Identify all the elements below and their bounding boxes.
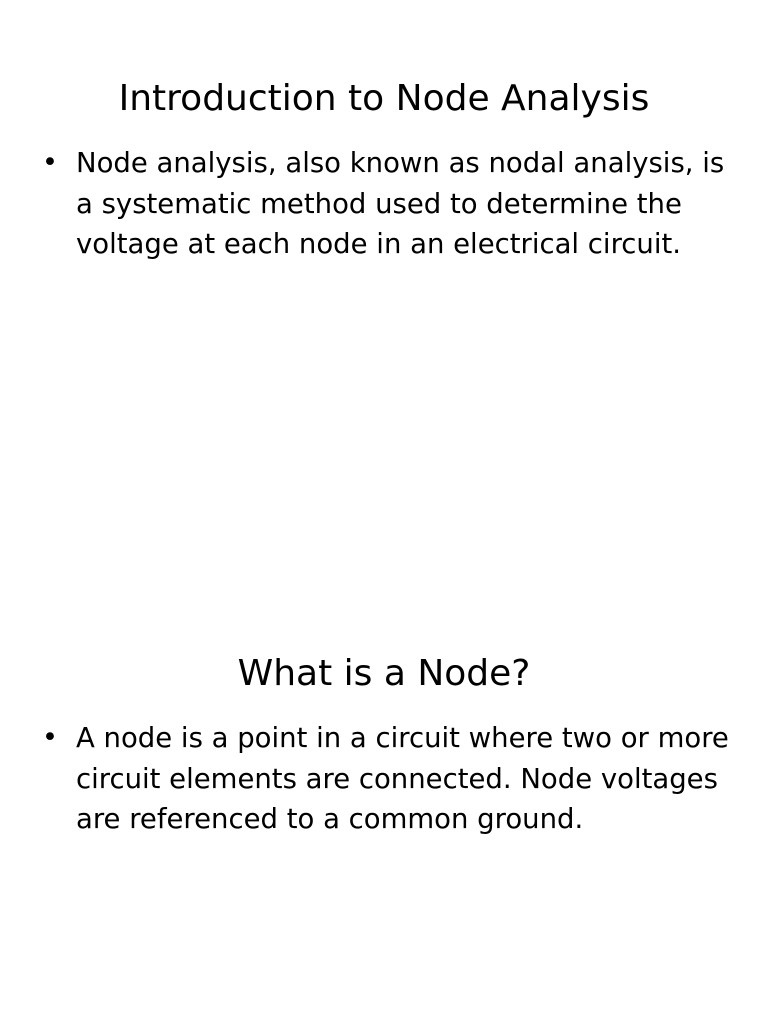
slide-title: Introduction to Node Analysis — [118, 78, 650, 120]
bullet-item — [42, 143, 732, 265]
bullet-text: A node is a point in a circuit where two or more circuit elements are connected. Node voltages are referenced to a common ground. — [76, 722, 729, 835]
bullet-list — [42, 718, 732, 840]
bullet-icon: • — [42, 147, 58, 178]
bullet-list — [42, 143, 732, 265]
bullet-text: Node analysis, also known as nodal analysis, is a systematic method used to determine the voltage at each node in an electrical circuit. — [76, 147, 725, 260]
bullet-item — [42, 718, 732, 840]
bullet-icon: • — [42, 722, 58, 753]
slide-what-is-a-node — [0, 576, 768, 1024]
slide-title: What is a Node? — [237, 653, 531, 695]
